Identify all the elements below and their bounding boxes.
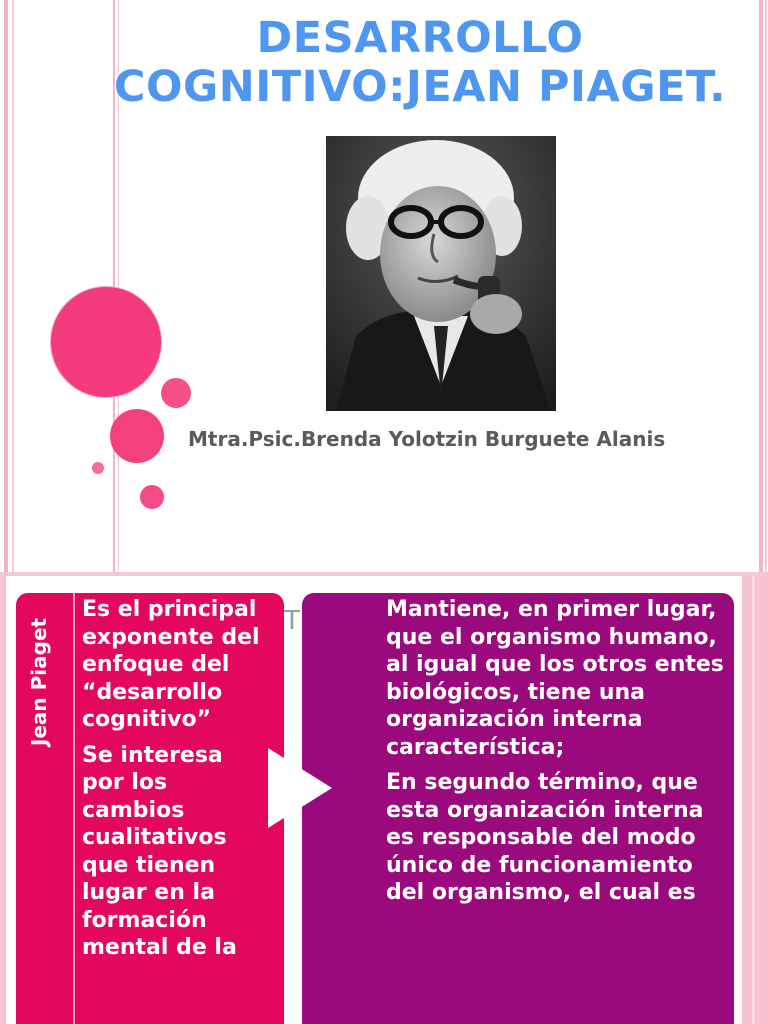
paragraph: En segundo término, que esta organización interna es responsable del modo único de funcionamiento del organismo, el cual es	[386, 770, 704, 905]
partial-text: T	[284, 606, 300, 636]
slide-title-line: DESARROLLO	[256, 13, 584, 63]
decor-circle	[51, 287, 161, 397]
paragraph: Mantiene, en primer lugar, que el organismo humano, al igual que los otros entes biológicos, tiene una organización interna característica;	[386, 597, 724, 760]
decor-line	[4, 0, 8, 572]
portrait-photo	[326, 136, 556, 411]
vertical-label: Jean Piaget	[27, 617, 51, 747]
decor-circle	[110, 409, 164, 463]
paragraph: Es el principal exponente del enfoque del “desarrollo cognitivo”	[82, 597, 260, 732]
slide-title-line: COGNITIVO:JEAN PIAGET.	[113, 62, 727, 112]
left-panel-text	[82, 596, 272, 970]
decor-circle	[92, 462, 104, 474]
author-name: Mtra.Psic.Brenda Yolotzin Burguete Alanis	[188, 427, 666, 451]
decor-line	[742, 576, 768, 1024]
decor-line	[759, 0, 763, 572]
panel-divider	[73, 593, 75, 1024]
paragraph: Se interesa por los cambios cualitativos que tienen lugar en la formación mental de la	[82, 742, 237, 960]
decor-line	[765, 0, 767, 572]
decor-line	[12, 0, 14, 572]
decor-line	[752, 576, 755, 1024]
decor-circle	[161, 378, 191, 408]
content-slide	[0, 576, 768, 1024]
slide-title	[85, 14, 755, 112]
chevron-right-icon	[268, 748, 332, 828]
decor-circle	[140, 485, 164, 509]
portrait-illustration	[326, 136, 556, 411]
right-panel-text	[386, 596, 726, 915]
decor-line	[0, 576, 6, 1024]
